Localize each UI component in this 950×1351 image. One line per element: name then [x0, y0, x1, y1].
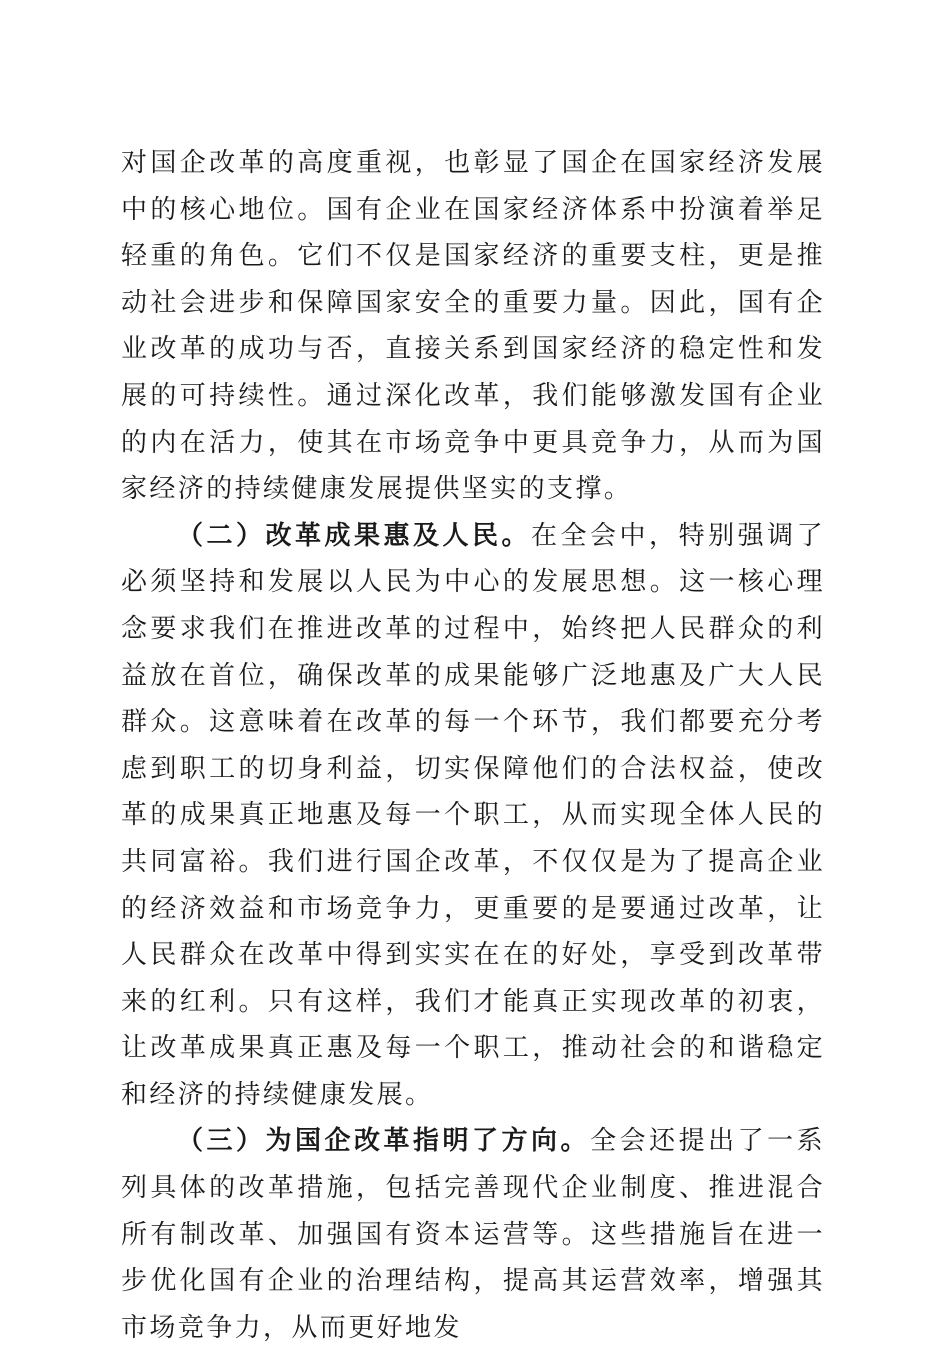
document-body — [121, 140, 825, 1351]
section-heading-2: （二）改革成果惠及人民。 — [177, 520, 532, 551]
section-heading-3: （三）为国企改革指明了方向。 — [177, 1126, 591, 1157]
paragraph-text: 对国企改革的高度重视，也彰显了国企在国家经济发展中的核心地位。国有企业在国家经济体系中扮演着举足轻重的角色。它们不仅是国家经济的重要支柱，更是推动社会进步和保障国家安全的重要力量。因此，国有企业改革的成功与否，直接关系到国家经济的稳定性和发展的可持续性。通过深化改革，我们能够激发国有企业的内在活力，使其在市场竞争中更具竞争力，从而为国家经济的持续健康发展提供坚实的支撑。 — [121, 148, 825, 505]
paragraph-section-3 — [121, 1118, 825, 1351]
paragraph-section-2 — [121, 513, 825, 1119]
paragraph-text: 全会还提出了一系列具体的改革措施，包括完善现代企业制度、推进混合所有制改革、加强国有资本运营等。这些措施旨在进一步优化国有企业的治理结构，提高其运营效率，增强其市场竞争力，从而更好地发 — [121, 1126, 825, 1343]
paragraph-text: 在全会中，特别强调了必须坚持和发展以人民为中心的发展思想。这一核心理念要求我们在推进改革的过程中，始终把人民群众的利益放在首位，确保改革的成果能够广泛地惠及广大人民群众。这意味着在改革的每一个环节，我们都要充分考虑到职工的切身利益，切实保障他们的合法权益，使改革的成果真正地惠及每一个职工，从而实现全体人民的共同富裕。我们进行国企改革，不仅仅是为了提高企业的经济效益和市场竞争力，更重要的是要通过改革，让人民群众在改革中得到实实在在的好处，享受到改革带来的红利。只有这样，我们才能真正实现改革的初衷，让改革成果真正惠及每一个职工，推动社会的和谐稳定和经济的持续健康发展。 — [121, 520, 825, 1110]
paragraph-continuation — [121, 140, 825, 513]
